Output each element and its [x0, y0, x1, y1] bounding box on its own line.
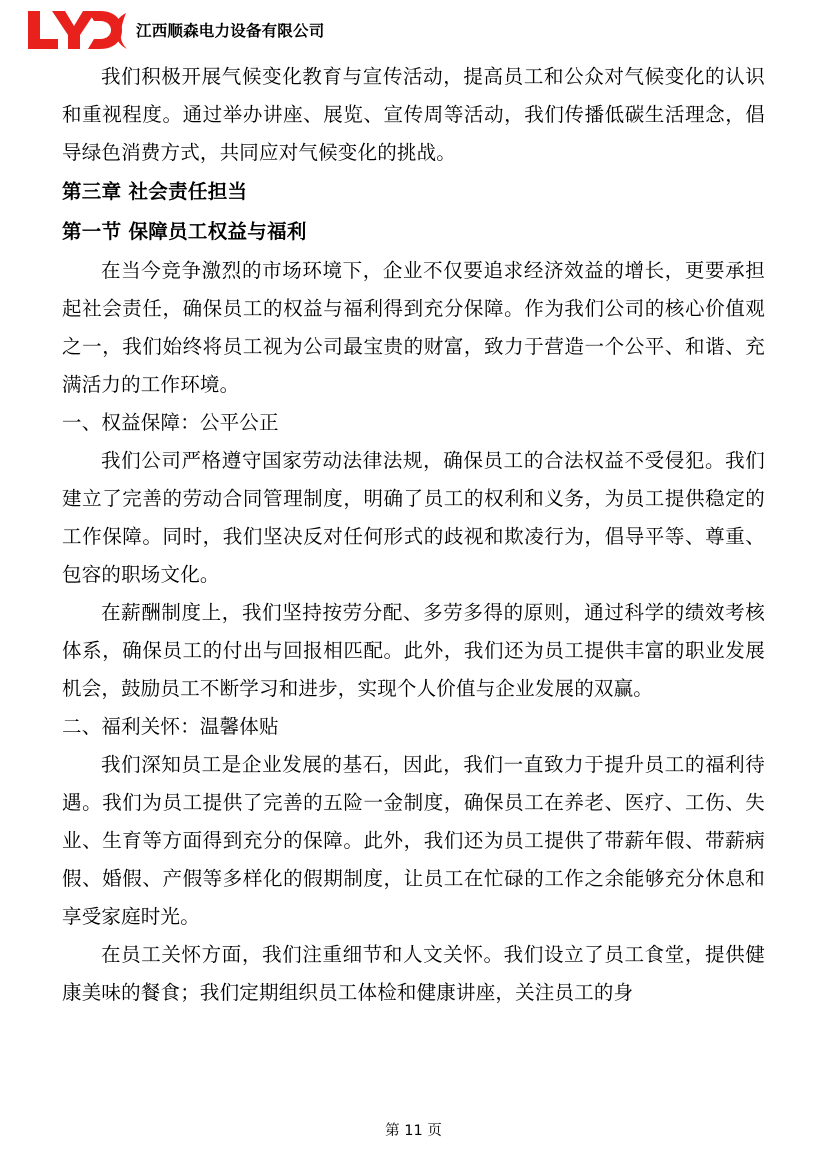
subheading-1: 一、权益保障：公平公正: [62, 411, 279, 434]
section-heading: 第一节 保障员工权益与福利: [62, 220, 307, 243]
paragraph-2: 我们公司严格遵守国家劳动法律法规，确保员工的合法权益不受侵犯。我们建立了完善的劳动合同管理制度，明确了员工的权利和义务，为员工提供稳定的工作保障。同时，我们坚决反对任何形式的歧视和欺凌行为，倡导平等、尊重、包容的职场文化。: [62, 449, 765, 586]
company-name: 江西顺森电力设备有限公司: [136, 22, 325, 40]
document-content: [62, 58, 765, 1012]
paragraph-intro: 我们积极开展气候变化教育与宣传活动，提高员工和公众对气候变化的认识和重视程度。通过举办讲座、展览、宣传周等活动，我们传播低碳生活理念，倡导绿色消费方式，共同应对气候变化的挑战。: [62, 65, 765, 164]
paragraph-5: 在员工关怀方面，我们注重细节和人文关怀。我们设立了员工食堂，提供健康美味的餐食；我们定期组织员工体检和健康讲座，关注员工的身: [62, 943, 765, 1004]
page-header: [62, 0, 765, 56]
paragraph-1: 在当今竞争激烈的市场环境下，企业不仅要追求经济效益的增长，更要承担起社会责任，确保员工的权益与福利得到充分保障。作为我们公司的核心价值观之一，我们始终将员工视为公司最宝贵的财富，致力于营造一个公平、和谐、充满活力的工作环境。: [62, 259, 765, 396]
paragraph-4: 我们深知员工是企业发展的基石，因此，我们一直致力于提升员工的福利待遇。我们为员工提供了完善的五险一金制度，确保员工在养老、医疗、工伤、失业、生育等方面得到充分的保障。此外，我们还为员工提供了带薪年假、带薪病假、婚假、产假等多样化的假期制度，让员工在忙碌的工作之余能够充分休息和享受家庭时光。: [62, 753, 765, 928]
paragraph-3: 在薪酬制度上，我们坚持按劳分配、多劳多得的原则，通过科学的绩效考核体系，确保员工的付出与回报相匹配。此外，我们还为员工提供丰富的职业发展机会，鼓励员工不断学习和进步，实现个人价值与企业发展的双赢。: [62, 601, 765, 700]
chapter-heading: 第三章 社会责任担当: [62, 180, 248, 203]
page-footer: [0, 1119, 827, 1140]
subheading-2: 二、福利关怀：温馨体贴: [62, 715, 279, 738]
lydc-logo-icon: [22, 7, 132, 53]
page-number: 第 11 页: [385, 1123, 442, 1139]
